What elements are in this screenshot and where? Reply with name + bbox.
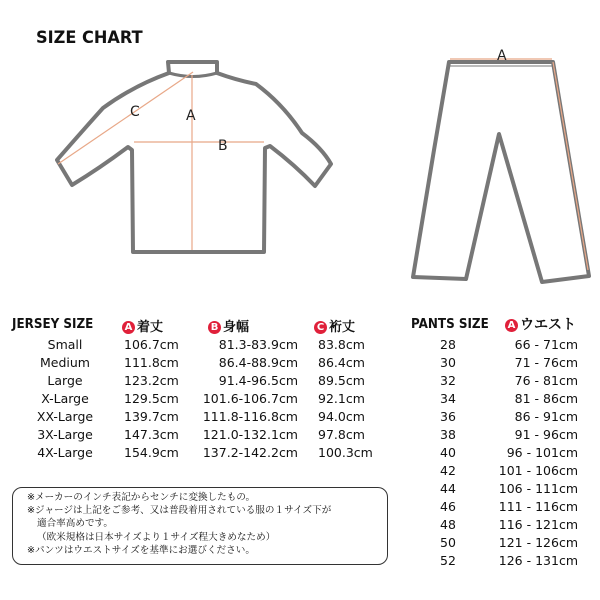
table-cell: 137.2-142.2cm xyxy=(202,445,298,460)
badge-c-icon: C xyxy=(314,321,327,334)
table-cell: 89.5cm xyxy=(318,373,365,388)
table-cell: 40 xyxy=(440,445,456,460)
table-cell: 116 - 121cm xyxy=(498,517,578,532)
pants-inseam-line xyxy=(553,62,588,270)
note-line: ※パンツはウエストサイズを基準にお選びください。 xyxy=(27,544,255,556)
table-cell: 86 - 91cm xyxy=(514,409,578,424)
badge-a-icon: A xyxy=(122,321,135,334)
note-line: （欧米規格は日本サイズより１サイズ程大きめなため） xyxy=(37,531,276,543)
table-cell: 52 xyxy=(440,553,456,568)
table-cell: 81.3-83.9cm xyxy=(218,337,298,352)
table-cell: 91.4-96.5cm xyxy=(218,373,298,388)
pants-measure-label-a: A xyxy=(497,48,507,64)
table-cell: 111 - 116cm xyxy=(498,499,578,514)
badge-b-icon: B xyxy=(208,321,221,334)
pants-col-a-header xyxy=(505,314,576,334)
jersey-a-column xyxy=(124,336,194,462)
table-cell: 38 xyxy=(440,427,456,442)
table-cell: Medium xyxy=(40,355,90,370)
table-cell: 121 - 126cm xyxy=(498,535,578,550)
badge-a-icon: A xyxy=(505,319,518,332)
table-cell: 83.8cm xyxy=(318,337,365,352)
note-line: ※メーカーのインチ表記からセンチに変換したもの。 xyxy=(27,492,256,503)
table-cell: 147.3cm xyxy=(124,427,179,442)
note-line: ※ジャージは上記をご参考、又は普段着用されている服の１サイズ下が xyxy=(27,505,332,517)
table-cell: Large xyxy=(47,373,83,388)
jersey-col-b-header xyxy=(208,316,249,335)
table-cell: 139.7cm xyxy=(124,409,179,424)
table-cell: 50 xyxy=(440,535,456,550)
table-cell: 91 - 96cm xyxy=(514,427,578,442)
table-cell: 30 xyxy=(440,355,456,370)
jersey-collar xyxy=(169,73,217,77)
jersey-illustration xyxy=(57,62,331,252)
measure-label-a: A xyxy=(186,108,196,124)
table-cell: 106.7cm xyxy=(124,337,179,352)
table-cell: XX-Large xyxy=(36,409,94,424)
page-title: SIZE CHART xyxy=(36,28,143,48)
table-cell: 71 - 76cm xyxy=(514,355,578,370)
jersey-size-header: JERSEY SIZE xyxy=(12,317,94,332)
table-cell: 42 xyxy=(440,463,456,478)
table-cell: 3X-Large xyxy=(37,427,93,442)
pants-size-header: PANTS SIZE xyxy=(411,317,489,332)
table-cell: 34 xyxy=(440,391,456,406)
table-cell: 44 xyxy=(440,481,456,496)
note-line: 適合率高めです。 xyxy=(37,518,113,530)
jersey-c-column xyxy=(318,336,388,462)
table-cell: 100.3cm xyxy=(318,445,373,460)
table-cell: 101 - 106cm xyxy=(498,463,578,478)
jersey-col-a-header xyxy=(122,316,163,335)
table-cell: 94.0cm xyxy=(318,409,365,424)
table-cell: X-Large xyxy=(41,391,89,406)
table-cell: 123.2cm xyxy=(124,373,179,388)
table-cell: 121.0-132.1cm xyxy=(202,427,298,442)
table-cell: 111.8-116.8cm xyxy=(202,409,298,424)
table-cell: 4X-Large xyxy=(37,445,93,460)
table-cell: 46 xyxy=(440,499,456,514)
table-cell: 86.4cm xyxy=(318,355,365,370)
table-cell: Small xyxy=(47,337,83,352)
pants-outline xyxy=(413,62,589,282)
jersey-col-b-label: 身幅 xyxy=(223,320,250,335)
jersey-col-a-label: 着丈 xyxy=(137,320,164,335)
jersey-size-column xyxy=(10,336,120,462)
measure-label-b: B xyxy=(218,138,228,154)
table-cell: 66 - 71cm xyxy=(514,337,578,352)
measure-label-c: C xyxy=(130,104,140,120)
jersey-b-column xyxy=(196,336,298,462)
jersey-outline xyxy=(57,62,331,252)
jersey-col-c-label: 裄丈 xyxy=(329,320,356,335)
table-cell: 111.8cm xyxy=(124,355,179,370)
table-cell: 126 - 131cm xyxy=(498,553,578,568)
table-cell: 92.1cm xyxy=(318,391,365,406)
table-cell: 81 - 86cm xyxy=(514,391,578,406)
pants-waist-column xyxy=(490,336,578,570)
table-cell: 96 - 101cm xyxy=(506,445,578,460)
table-cell: 97.8cm xyxy=(318,427,365,442)
table-cell: 76 - 81cm xyxy=(514,373,578,388)
table-cell: 28 xyxy=(440,337,456,352)
table-cell: 36 xyxy=(440,409,456,424)
notes-box xyxy=(12,487,388,565)
jersey-col-c-header xyxy=(314,316,355,335)
table-cell: 32 xyxy=(440,373,456,388)
pants-col-a-label: ウエスト xyxy=(520,317,576,333)
pants-size-column xyxy=(430,336,466,570)
table-cell: 86.4-88.9cm xyxy=(218,355,298,370)
pants-illustration xyxy=(413,48,589,282)
table-cell: 101.6-106.7cm xyxy=(202,391,298,406)
table-cell: 154.9cm xyxy=(124,445,179,460)
table-cell: 129.5cm xyxy=(124,391,179,406)
table-cell: 106 - 111cm xyxy=(498,481,578,496)
table-cell: 48 xyxy=(440,517,456,532)
